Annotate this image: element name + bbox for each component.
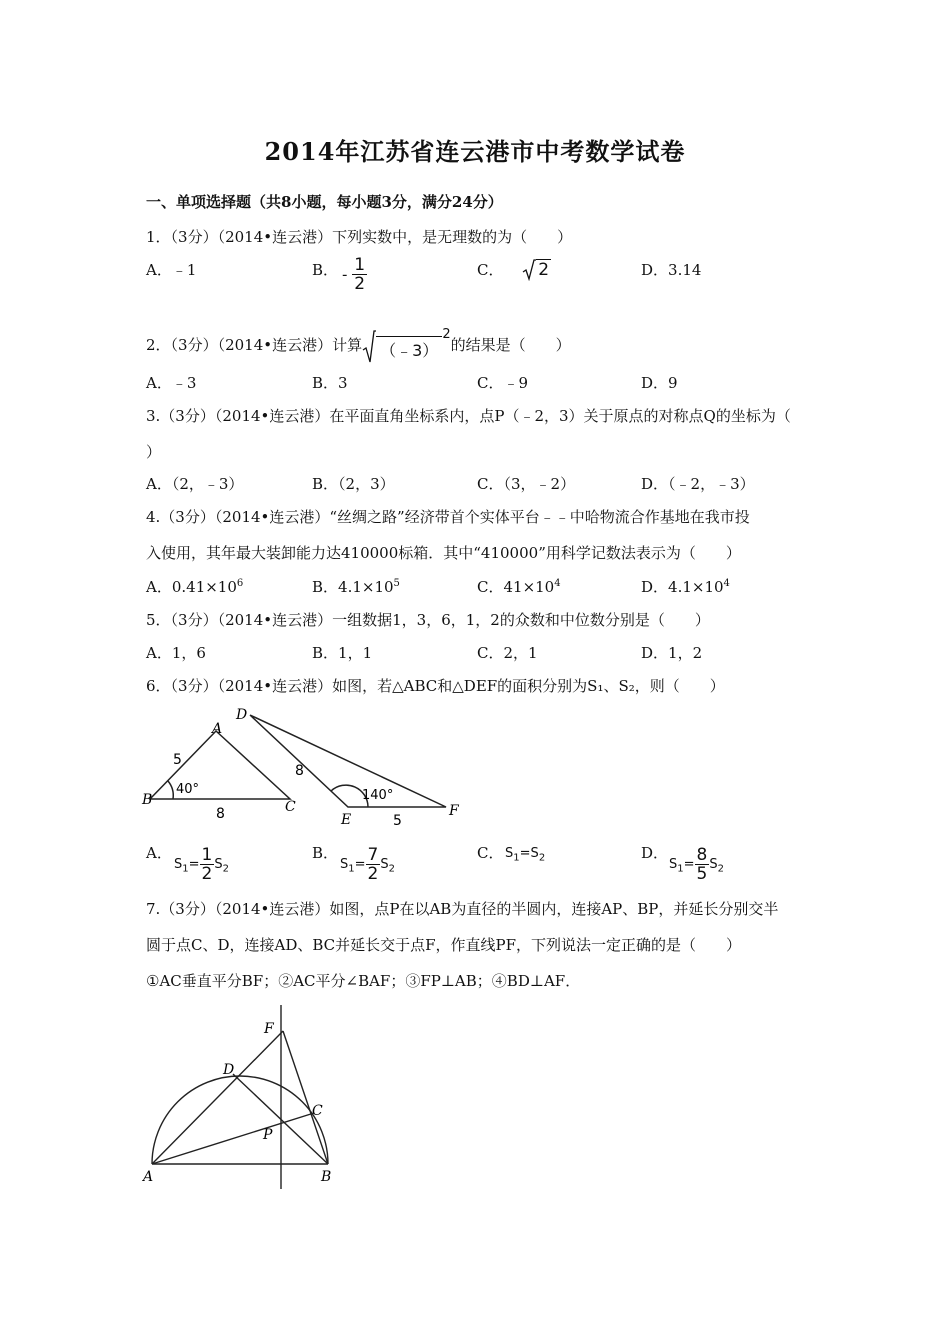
angle-e-value: 140° <box>362 788 394 803</box>
q4-d-text: D．4.1×10 <box>641 578 724 596</box>
q1-option-b <box>312 259 338 280</box>
question-2-stem <box>146 327 571 364</box>
s2-letter: S <box>709 857 718 872</box>
q1-c-radicand: 2 <box>538 260 550 280</box>
s2-sub: 2 <box>388 863 396 875</box>
label-a: A <box>212 721 223 737</box>
sqrt-icon <box>522 259 536 281</box>
question-5-stem: 5．（3分）（2014•连云港）一组数据1，3，6，1，2的众数和中位数分别是（ ） <box>146 611 710 629</box>
q1-option-b-fraction <box>342 256 367 293</box>
fraction <box>352 256 367 293</box>
side-ab: 5 <box>173 752 182 768</box>
s2-sub: 2 <box>222 863 230 875</box>
q2-stem-after: 的结果是（ ） <box>450 336 571 354</box>
question-1-stem: 1．（3分）（2014•连云港）下列实数中，是无理数的为（ ） <box>146 228 573 246</box>
triangle-abc <box>150 731 290 799</box>
numerator: 1 <box>201 845 213 865</box>
q4-option-d <box>641 576 730 597</box>
q4-b-text: B．4.1×10 <box>312 578 394 596</box>
label-c: C <box>312 1103 323 1119</box>
label-d: D <box>236 707 248 723</box>
label-f: F <box>449 803 459 819</box>
q1-option-b-label: B． <box>312 261 339 279</box>
q2-stem-before: 2．（3分）（2014•连云港）计算 <box>146 336 363 354</box>
q1-option-c <box>477 259 551 281</box>
angle-b-arc <box>168 781 173 799</box>
q6-option-a-formula <box>174 846 229 883</box>
q6-option-d-formula <box>669 846 724 883</box>
q6-option-c-formula <box>505 846 545 864</box>
q4-option-b <box>312 576 400 597</box>
q1-b-sign: - <box>342 265 348 284</box>
q6-triangles-figure <box>140 703 470 828</box>
label-a: A <box>143 1169 154 1185</box>
question-4-line-1: 4.（3分）（2014•连云港）“丝绸之路”经济带首个实体平台﹣﹣中哈物流合作基地在我市投 <box>146 508 750 526</box>
question-7-line-3: ①AC垂直平分BF；②AC平分∠BAF；③FP⊥AB；④BD⊥AF． <box>146 972 581 990</box>
q4-a-text: A．0.41×10 <box>146 578 237 596</box>
question-6-stem: 6．（3分）（2014•连云港）如图，若△ABC和△DEF的面积分别为S₁、S₂，则（ ） <box>146 677 725 695</box>
s2 <box>214 857 230 875</box>
q4-option-c <box>477 576 561 597</box>
question-3-line-1: 3.（3分）（2014•连云港）在平面直角坐标系内，点P（﹣2，3）关于原点的对称点Q的坐标为（ <box>146 407 791 425</box>
s1 <box>505 846 520 864</box>
s2-letter: S <box>380 857 389 872</box>
q2-option-b: B．3 <box>312 374 348 392</box>
s2-letter: S <box>214 857 223 872</box>
q6-option-b-label: B． <box>312 844 339 862</box>
q6-option-a-label: A． <box>146 844 172 862</box>
denominator: 2 <box>201 864 213 884</box>
equals: = <box>354 857 366 872</box>
s1-sub: 1 <box>677 863 684 875</box>
s2-sub: 2 <box>538 852 546 864</box>
equals: = <box>683 857 695 872</box>
angle-b-value: 40° <box>176 782 200 797</box>
s1-sub: 1 <box>348 863 355 875</box>
q3-option-b: B．（2，3） <box>312 475 395 493</box>
q3-option-d: D．（﹣2，﹣3） <box>641 475 755 493</box>
q2-option-d: D．9 <box>641 374 678 392</box>
s2-sub: 2 <box>717 863 725 875</box>
q4-d-exp: 4 <box>723 578 730 589</box>
question-7-line-1: 7.（3分）（2014•连云港）如图，点P在以AB为直径的半圆内，连接AP、BP，并延长分别交半 <box>146 900 779 918</box>
s1 <box>669 857 684 875</box>
q2-radicand: （﹣3） <box>376 336 442 361</box>
page-title: 2014年江苏省连云港市中考数学试卷 <box>264 137 686 166</box>
s1-letter: S <box>174 857 183 872</box>
label-f: F <box>264 1021 274 1037</box>
s1-letter: S <box>505 846 514 861</box>
equals: = <box>519 846 531 861</box>
q1-option-c-label: C． <box>477 261 504 279</box>
q5-option-a: A．1，6 <box>146 644 206 662</box>
q6-option-d-label: D． <box>641 844 669 862</box>
equals: = <box>188 857 200 872</box>
line-bf <box>283 1031 328 1164</box>
side-ef: 5 <box>393 813 402 828</box>
fraction <box>695 846 710 883</box>
s1-sub: 1 <box>182 863 189 875</box>
s2-letter: S <box>530 846 539 861</box>
denominator: 2 <box>367 864 379 884</box>
q4-a-exp: 6 <box>236 578 244 589</box>
question-7-line-2: 圆于点C、D，连接AD、BC并延长交于点F，作直线PF，下列说法一定正确的是（ ） <box>146 936 742 954</box>
label-e: E <box>341 812 352 828</box>
q6-option-c-label: C． <box>477 844 504 862</box>
numerator: 7 <box>367 845 379 865</box>
denominator: 2 <box>354 274 366 294</box>
q6-option-b-formula <box>340 846 395 883</box>
s1-letter: S <box>669 857 678 872</box>
triangle-def <box>250 715 446 807</box>
s2 <box>380 857 396 875</box>
s1-letter: S <box>340 857 349 872</box>
s2 <box>709 857 725 875</box>
q4-b-exp: 5 <box>393 578 400 589</box>
label-b: B <box>142 792 153 808</box>
label-p: P <box>263 1127 273 1143</box>
q7-semicircle-figure <box>140 1003 360 1193</box>
q4-option-a <box>146 576 243 597</box>
q2-option-a: A．﹣3 <box>146 374 197 392</box>
q2-exponent: 2 <box>442 327 451 342</box>
q3-option-a: A．（2，﹣3） <box>146 475 244 493</box>
sqrt-icon <box>362 330 376 364</box>
q2-option-c: C．﹣9 <box>477 374 529 392</box>
question-3-line-2: ） <box>146 443 162 461</box>
fraction <box>200 846 215 883</box>
s1 <box>174 857 189 875</box>
q4-c-exp: 4 <box>554 578 561 589</box>
q5-option-c: C．2，1 <box>477 644 538 662</box>
q4-c-text: C．41×10 <box>477 578 555 596</box>
semicircle-arc <box>152 1076 328 1164</box>
q1-option-d: D．3.14 <box>641 261 702 279</box>
numerator: 8 <box>696 845 708 865</box>
side-de: 8 <box>295 763 304 779</box>
q1-option-a: A．﹣1 <box>146 261 197 279</box>
label-d: D <box>223 1062 235 1078</box>
label-b: B <box>321 1169 332 1185</box>
s2 <box>530 846 546 864</box>
q3-option-c: C．（3，﹣2） <box>477 475 576 493</box>
section-heading: 一、单项选择题（共8小题，每小题3分，满分24分） <box>146 193 503 211</box>
denominator: 5 <box>696 864 708 884</box>
question-4-line-2: 入使用，其年最大装卸能力达410000标箱．其中“410000”用科学记数法表示为（ ） <box>146 544 741 562</box>
numerator: 1 <box>354 255 366 275</box>
s1-sub: 1 <box>513 852 520 864</box>
q5-option-d: D．1，2 <box>641 644 703 662</box>
label-c: C <box>285 799 296 815</box>
side-bc: 8 <box>216 806 225 822</box>
q5-option-b: B．1，1 <box>312 644 373 662</box>
fraction <box>366 846 381 883</box>
s1 <box>340 857 355 875</box>
